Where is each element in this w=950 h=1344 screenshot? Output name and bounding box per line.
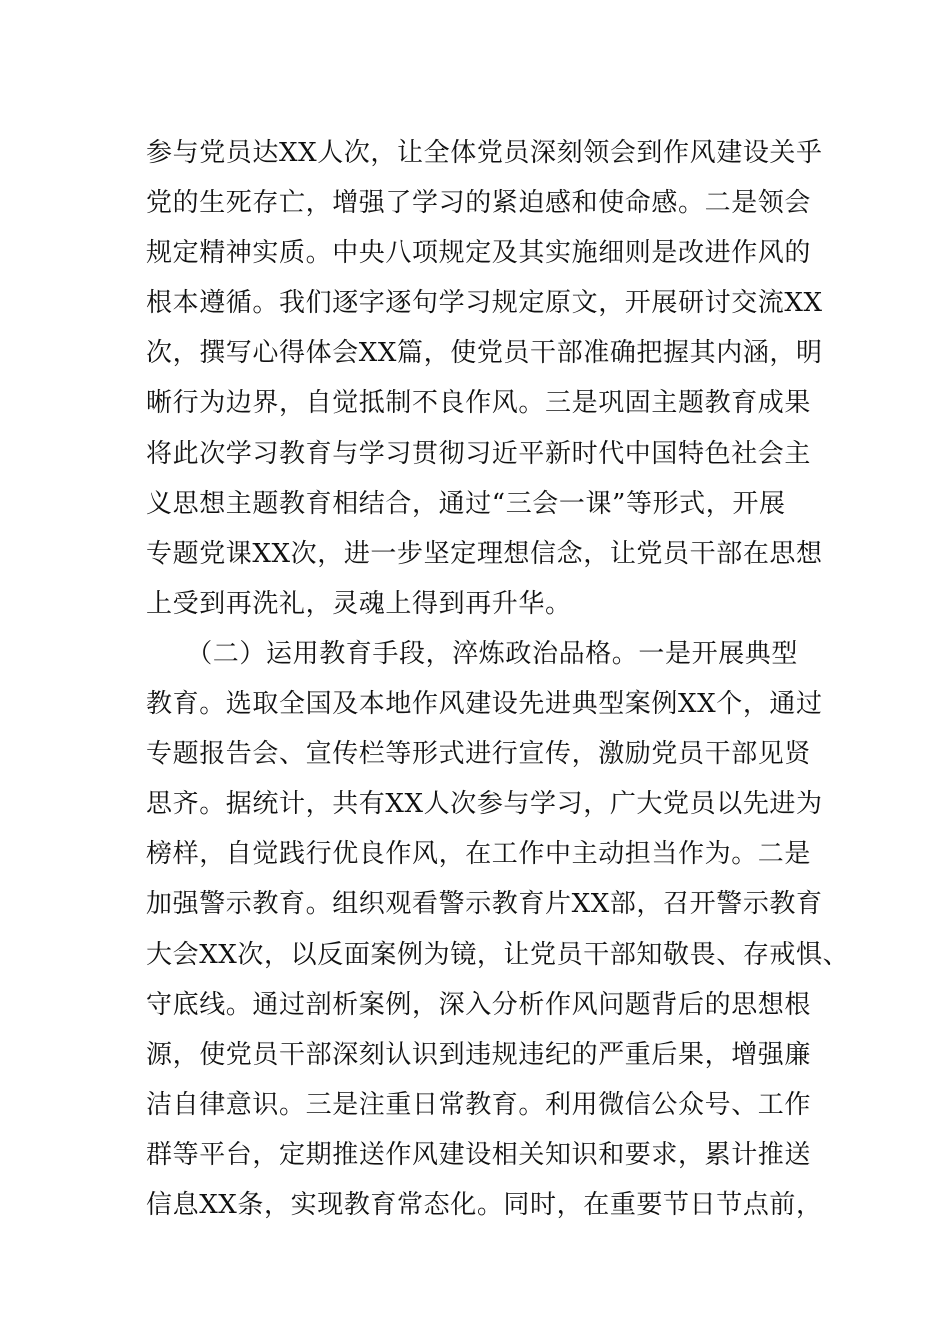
text-line: 专题报告会、宣传栏等形式进行宣传，激励党员干部见贤 (146, 739, 812, 770)
text-line: 专题党课XX次，进一步坚定理想信念，让党员干部在思想 (146, 538, 823, 569)
text-line: 信息XX条，实现教育常态化。同时，在重要节日节点前， (146, 1189, 823, 1220)
text-line: 晰行为边界，自觉抵制不良作风。三是巩固主题教育成果 (146, 388, 812, 419)
text-line: 群等平台，定期推送作风建设相关知识和要求，累计推送 (146, 1139, 812, 1170)
text-line: 参与党员达XX人次，让全体党员深刻领会到作风建设关乎 (146, 138, 823, 168)
text-line: 守底线。通过剖析案例，深入分析作风问题背后的思想根 (146, 989, 812, 1020)
text-line: 教育。选取全国及本地作风建设先进典型案例XX个，通过 (146, 689, 823, 720)
text-line: 思齐。据统计，共有XX人次参与学习，广大党员以先进为 (146, 789, 823, 820)
text-line: 洁自律意识。三是注重日常教育。利用微信公众号、工作 (146, 1089, 812, 1120)
text-line: 上受到再洗礼，灵魂上得到再升华。 (146, 588, 572, 619)
text-line: 党的生死存亡，增强了学习的紧迫感和使命感。二是领会 (146, 188, 812, 219)
text-line: 榜样，自觉践行优良作风，在工作中主动担当作为。二是 (146, 839, 812, 870)
section-heading-line: （二）运用教育手段，淬炼政治品格。一是开展典型 (146, 638, 799, 669)
text-line: 将此次学习教育与学习贯彻习近平新时代中国特色社会主 (146, 438, 812, 469)
text-line: 大会XX次，以反面案例为镜，让党员干部知敬畏、存戒惧、 (146, 939, 850, 970)
text-line: 加强警示教育。组织观看警示教育片XX部，召开警示教育 (146, 889, 823, 920)
text-line: 根本遵循。我们逐字逐句学习规定原文，开展研讨交流XX (146, 288, 823, 319)
text-line: 规定精神实质。中央八项规定及其实施细则是改进作风的 (146, 238, 812, 269)
body-text (146, 128, 850, 1230)
text-line: 义思想主题教育相结合，通过“三会一课”等形式，开展 (146, 488, 786, 519)
text-line: 源，使党员干部深刻认识到违规违纪的严重后果，增强廉 (146, 1039, 812, 1070)
text-line: 次，撰写心得体会XX篇，使党员干部准确把握其内涵，明 (146, 338, 823, 369)
